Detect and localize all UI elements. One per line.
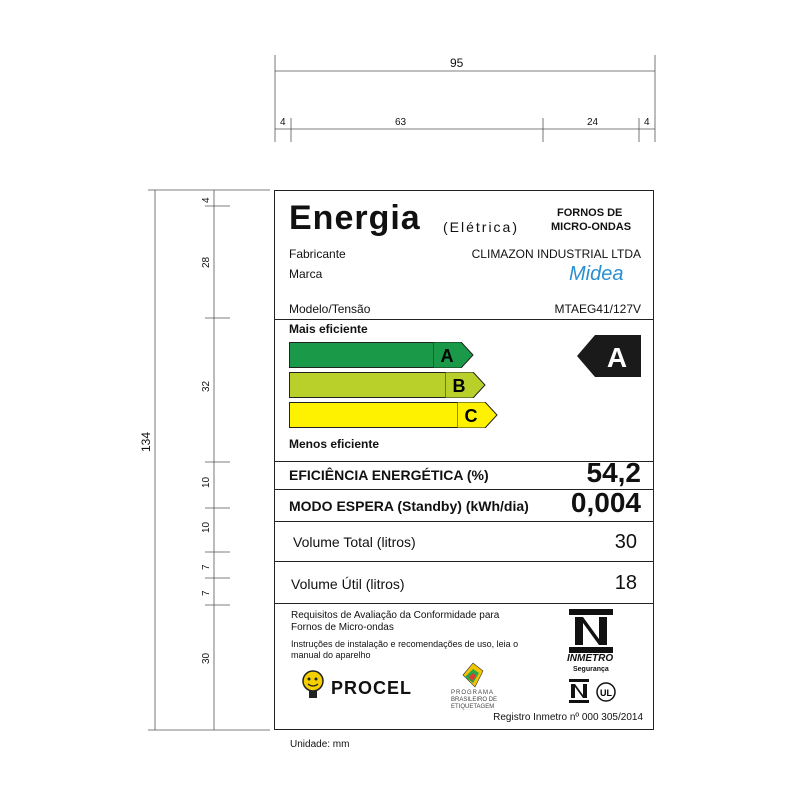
- model-value: MTAEG41/127V: [554, 302, 641, 316]
- pbe-logo-icon: [461, 661, 485, 689]
- rating-marker: [577, 335, 641, 377]
- requirements-line1: Requisitos de Avaliação da Conformidade para: [291, 610, 500, 621]
- standby-value: 0,004: [570, 487, 641, 518]
- dim-top-part: 4: [280, 117, 286, 128]
- dim-left-total: 134: [139, 431, 153, 452]
- dim-left-part: 28: [201, 256, 212, 268]
- class-b-bar: [289, 372, 445, 398]
- divider: [275, 521, 653, 522]
- dim-top-part: 24: [587, 117, 599, 128]
- class-a-arrow: [433, 342, 477, 368]
- left-dimension-lines: [0, 0, 280, 800]
- divider: [275, 603, 653, 604]
- dim-top-part: 63: [395, 117, 407, 128]
- dim-top-total: 95: [450, 56, 464, 70]
- brand-label: Marca: [289, 267, 323, 281]
- dim-left-part: 10: [201, 476, 212, 488]
- inmetro-seal-icon: [569, 609, 613, 653]
- dim-left-part: 7: [201, 590, 212, 596]
- volume-total-value: 30: [614, 531, 637, 553]
- standby-label: MODO ESPERA (Standby) (kWh/dia): [289, 498, 529, 514]
- svg-text:A: A: [440, 346, 454, 366]
- manufacturer-value: CLIMAZON INDUSTRIAL LTDA: [471, 247, 641, 261]
- divider: [275, 561, 653, 562]
- dim-left-part: 10: [201, 521, 212, 533]
- inmetro-label: INMETRO: [567, 653, 614, 664]
- label-subtitle: (Elétrica): [443, 219, 520, 235]
- pbe-line2: BRASILEIRO DE: [451, 697, 498, 703]
- model-label: Modelo/Tensão: [289, 302, 371, 316]
- class-a-bar: [289, 342, 433, 368]
- dim-left-part: 32: [201, 380, 212, 392]
- svg-text:UL: UL: [600, 688, 612, 698]
- category-line1: FORNOS DE: [557, 207, 623, 219]
- dim-left-part: 7: [201, 564, 212, 570]
- svg-text:B: B: [452, 376, 466, 396]
- manufacturer-label: Fabricante: [289, 247, 346, 261]
- pbe-line3: ETIQUETAGEM: [451, 704, 495, 710]
- pbe-line1: PROGRAMA: [451, 690, 495, 696]
- instructions-line1: Instruções de instalação e recomendações de uso, leia o: [291, 639, 519, 649]
- class-c-bar: [289, 402, 457, 428]
- requirements-line2: Fornos de Micro-ondas: [291, 622, 394, 633]
- energy-label: [274, 190, 654, 730]
- inmetro-small-icon: [569, 679, 589, 703]
- registro-inmetro: Registro Inmetro nº 000 305/2014: [493, 712, 643, 723]
- class-b-arrow: [445, 372, 489, 398]
- seguranca-label: Segurança: [573, 666, 609, 673]
- efficiency-value: 54,2: [586, 457, 641, 488]
- dim-left-part: 4: [201, 197, 212, 203]
- dim-top-part: 4: [644, 117, 650, 128]
- unit-note: Unidade: mm: [290, 739, 350, 750]
- class-c-arrow: [457, 402, 501, 428]
- label-title: Energia: [289, 199, 421, 237]
- svg-text:C: C: [464, 406, 478, 426]
- scale-bottom-label: Menos eficiente: [289, 437, 380, 451]
- scale-top-label: Mais eficiente: [289, 322, 368, 336]
- efficiency-label: EFICIÊNCIA ENERGÉTICA (%): [289, 467, 489, 483]
- volume-util-value: 18: [614, 572, 637, 594]
- instructions-line2: manual do aparelho: [291, 650, 371, 660]
- ul-mark-icon: [595, 681, 617, 703]
- volume-util-label: Volume Útil (litros): [291, 576, 405, 592]
- procel-logo: PROCEL: [331, 678, 413, 698]
- brand-logo: Midea: [569, 263, 624, 285]
- dim-left-part: 30: [201, 652, 212, 664]
- divider: [275, 319, 653, 320]
- svg-text:A: A: [606, 342, 628, 373]
- volume-total-label: Volume Total (litros): [293, 534, 416, 550]
- procel-bulb-icon: [301, 669, 325, 701]
- category-line2: MICRO-ONDAS: [551, 221, 632, 233]
